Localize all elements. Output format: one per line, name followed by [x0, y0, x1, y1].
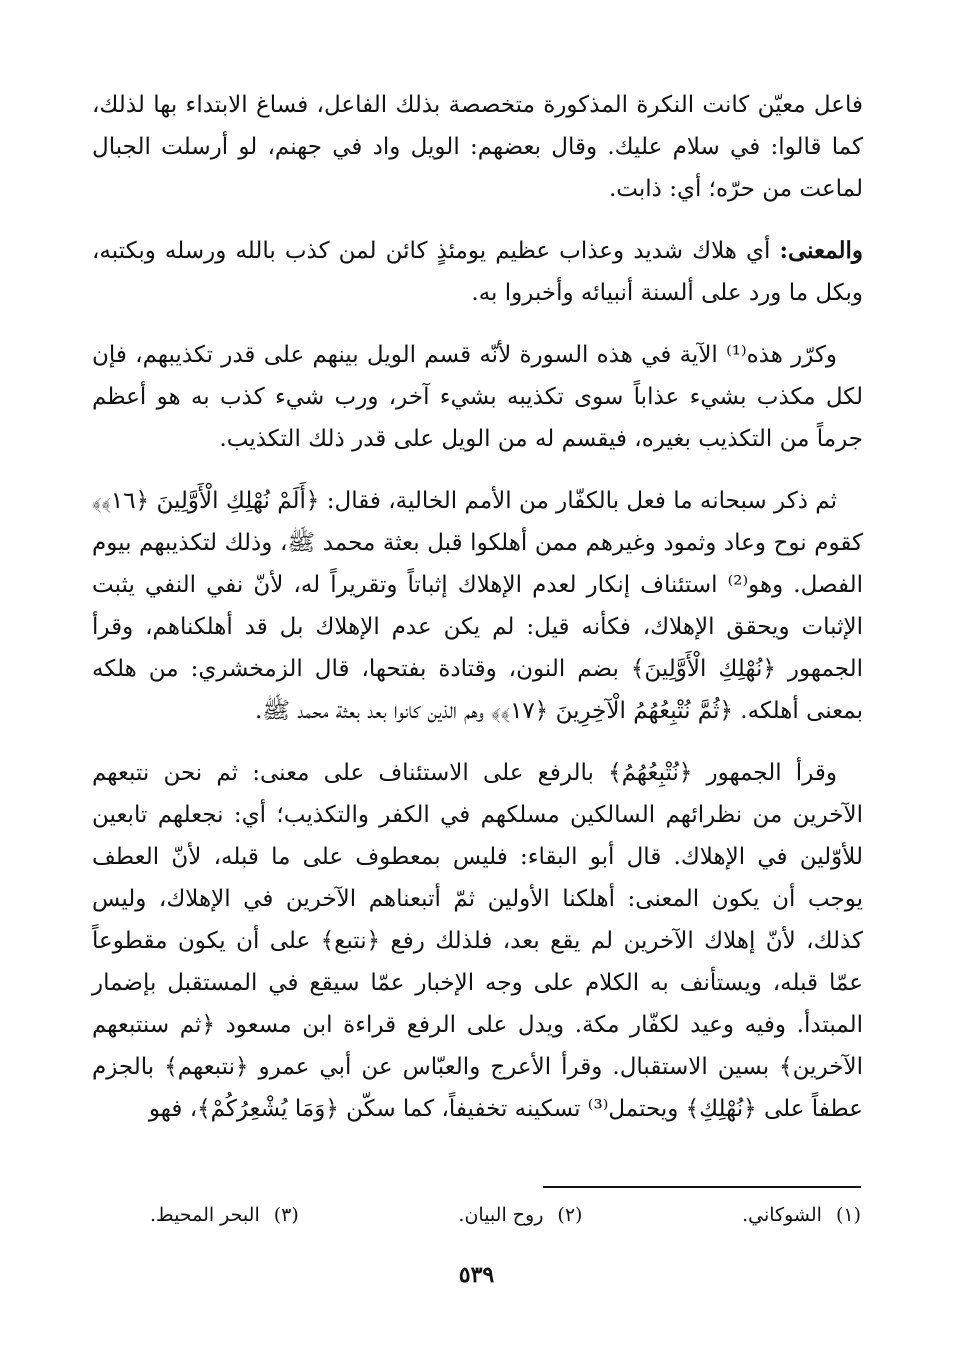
- footnote-3-text: البحر المحيط.: [150, 1204, 260, 1226]
- paragraph-3-text: وكرّر هذه⁽¹⁾ الآية في هذه السورة لأنّه قسم الويل بينهم على قدر تكذيبهم، فإن لكل مكذب بشيء عذاباً سوى تكذيبه بشيء آخر، ورب شيء كذب به هو أعظم جرماً من التكذيب بغيره، فيقسم له من الويل على قدر ذلك التكذيب.: [92, 342, 863, 452]
- paragraph-5: [92, 752, 863, 1130]
- paragraph-1-text: فاعل معيّن كانت النكرة المذكورة متخصصة بذلك الفاعل، فساغ الابتداء بها لذلك، كما قالوا: في سلام عليك. وقال بعضهم: الويل واد في جهنم، لو أرسلت الجبال لماعت من حرّه؛ أي: ذابت.: [92, 92, 863, 202]
- paragraph-3: [92, 334, 863, 460]
- footnote-1: [742, 1204, 861, 1226]
- paragraph-1: [92, 84, 863, 210]
- footnote-2-text: روح البيان.: [458, 1204, 544, 1226]
- footnote-2-number: (٢): [557, 1204, 583, 1226]
- paragraph-4: [92, 480, 863, 732]
- paragraph-5-text: وقرأ الجمهور ﴿نُتْبِعُهُمُ﴾ بالرفع على الاستئناف على معنى: ثم نحن نتبعهم الآخرين من نظرائهم السالكين مسلكهم في الكفر والتكذيب؛ أي: نجعلهم تابعين للأوّلين في الإهلاك. قال أبو البقاء: فليس بمعطوف على ما قبله، لأنّ العطف يوجب أن يكون المعنى: أهلكنا الأولين ثمّ أتبعناهم الآخرين في الإهلاك، وليس كذلك، لأنّ إهلاك الآخرين لم يقع بعد، فلذلك رفع ﴿نتبع﴾ على أن يكون مقطوعاً عمّا قبله، ويستأنف به الكلام على وجه الإخبار عمّا سيقع في المستقبل بإضمار المبتدأ. وفيه وعيد لكفّار مكة. ويدل على الرفع قراءة ابن مسعود ﴿ثم سنتبعهم الآخرين﴾ بسين الاستقبال. وقرأ الأعرج والعبّاس عن أبي عمرو ﴿نتبعهم﴾ بالجزم عطفاً على ﴿نُهْلِكِ﴾ ويحتمل⁽³⁾ تسكينه تخفيفاً، كما سكّن ﴿وَمَا يُشْعِرُكُمْ﴾، فهو: [92, 760, 863, 1122]
- footnote-3: [150, 1204, 299, 1226]
- footnote-2: [458, 1204, 582, 1226]
- paragraph-2-lead: والمعنى:: [779, 237, 863, 264]
- paragraph-4-text: ثم ذكر سبحانه ما فعل بالكفّار من الأمم الخالية، فقال: ﴿أَلَمْ نُهْلِكِ الْأَوَّلِينَ ﴿١٦﴾﴾ كقوم نوح وعاد وثمود وغيرهم ممن أهلكوا قبل بعثة محمد ﷺ، وذلك لتكذيبهم بيوم الفصل. وهو⁽²⁾ استئناف إنكار لعدم الإهلاك إثباتاً وتقريراً له، لأنّ نفي النفي يثبت الإثبات ويحقق الإهلاك، فكأنه قيل: لم يكن عدم الإهلاك بل قد أهلكناهم، وقرأ الجمهور ﴿نُهْلِكِ الْأَوَّلِينَ﴾ بضم النون، وقتادة بفتحها، قال الزمخشري: من هلكه بمعنى أهلكه. ﴿ثُمَّ نُتْبِعُهُمُ الْآخِرِينَ ﴿١٧﴾﴾ وهم الذين كانوا بعد بعثة محمد ﷺ.: [92, 488, 863, 724]
- paragraph-2-text: أي هلاك شديد وعذاب عظيم يومئذٍ كائن لمن كذب بالله ورسله وبكتبه، وبكل ما ورد على ألسنة أنبيائه وأخبروا به.: [92, 238, 863, 306]
- page-number: ٥٣٩: [458, 1262, 495, 1288]
- paragraph-2: [92, 230, 863, 314]
- footnote-3-number: (٣): [273, 1204, 299, 1226]
- footnote-1-text: الشوكاني.: [742, 1204, 822, 1226]
- footnote-divider: [543, 1186, 861, 1188]
- footnote-1-number: (١): [835, 1204, 861, 1226]
- footnotes: [150, 1204, 861, 1226]
